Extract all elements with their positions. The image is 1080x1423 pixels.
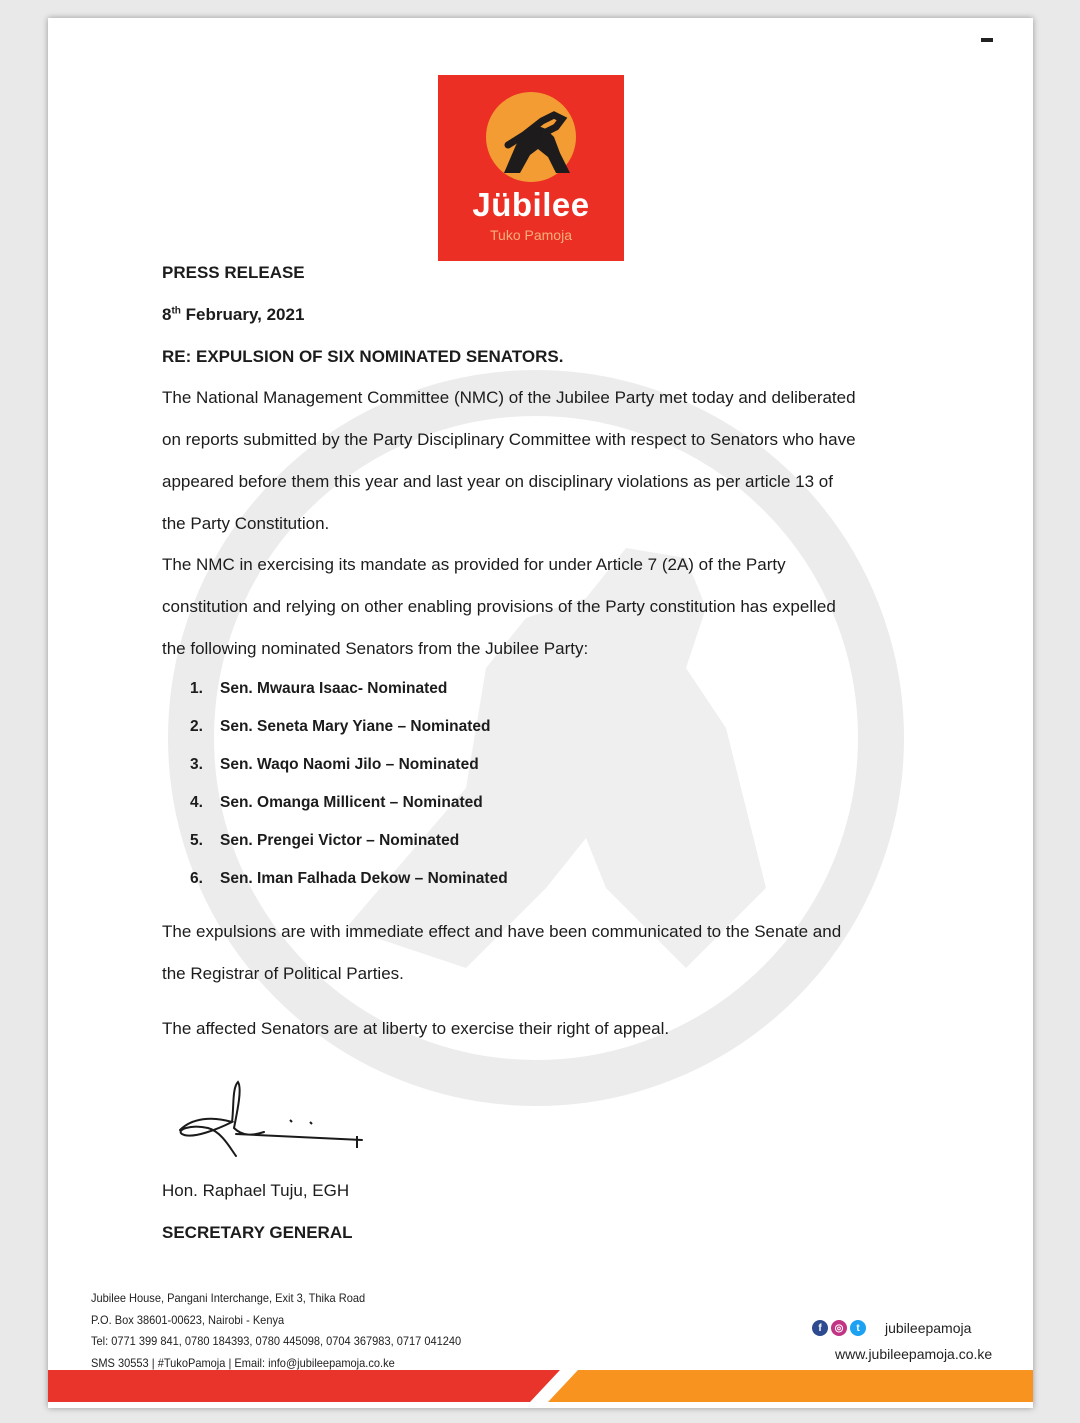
- senator-entry: Sen. Waqo Naomi Jilo – Nominated: [220, 756, 479, 773]
- footer-color-bar: [48, 1370, 1033, 1402]
- paragraph-line: appeared before them this year and last year on disciplinary violations as per article 13 of: [162, 472, 833, 491]
- date-rest: February, 2021: [180, 305, 305, 324]
- address-line: SMS 30553 | #TukoPamoja | Email: info@jubileepamoja.co.ke: [91, 1355, 395, 1370]
- handwritten-signature-icon: [172, 1078, 372, 1168]
- scan-mark: [981, 38, 993, 42]
- social-icons: [812, 1320, 866, 1336]
- senator-entry: Sen. Mwaura Isaac- Nominated: [220, 680, 448, 697]
- senator-entry: Sen. Omanga Millicent – Nominated: [220, 794, 483, 811]
- document-title: PRESS RELEASE: [162, 263, 305, 282]
- jubilee-logo: [438, 75, 624, 261]
- logo-tagline: Tuko Pamoja: [490, 227, 572, 243]
- document-page: [48, 18, 1033, 1408]
- paragraph-line: the following nominated Senators from the Jubilee Party:: [162, 639, 589, 658]
- paragraph-line: constitution and relying on other enabling provisions of the Party constitution has expelled: [162, 597, 836, 616]
- subject-line: RE: EXPULSION OF SIX NOMINATED SENATORS.: [162, 347, 564, 366]
- list-item: [190, 790, 750, 828]
- paragraph-3: [162, 911, 922, 995]
- paragraph-line: the Party Constitution.: [162, 514, 330, 533]
- address-line: P.O. Box 38601-00623, Nairobi - Kenya: [91, 1312, 285, 1327]
- list-number: 2.: [190, 718, 203, 735]
- list-number: 3.: [190, 756, 203, 773]
- list-item: [190, 676, 750, 714]
- document-date: [162, 305, 304, 325]
- senator-list: [190, 676, 750, 904]
- signatory-name: Hon. Raphael Tuju, EGH: [162, 1181, 350, 1200]
- paragraph-4: The affected Senators are at liberty to exercise their right of appeal.: [162, 1019, 670, 1038]
- facebook-icon: f: [812, 1320, 828, 1336]
- paragraph-line: on reports submitted by the Party Disciplinary Committee with respect to Senators who have: [162, 430, 856, 449]
- senator-entry: Sen. Seneta Mary Yiane – Nominated: [220, 718, 491, 735]
- list-number: 6.: [190, 870, 203, 887]
- paragraph-line: the Registrar of Political Parties.: [162, 964, 404, 983]
- list-item: [190, 714, 750, 752]
- address-line: Jubilee House, Pangani Interchange, Exit 3, Thika Road: [91, 1291, 366, 1305]
- twitter-icon: t: [850, 1320, 866, 1336]
- date-day: 8: [162, 305, 172, 324]
- senator-entry: Sen. Prengei Victor – Nominated: [220, 832, 460, 849]
- list-number: 5.: [190, 832, 203, 849]
- date-suffix: th: [171, 305, 181, 317]
- paragraph-1: [162, 377, 922, 545]
- logo-wordmark: Jübilee: [472, 186, 590, 223]
- paragraph-2: [162, 544, 922, 670]
- website-link: www.jubileepamoja.co.ke: [835, 1346, 993, 1362]
- footer-address: [91, 1288, 461, 1374]
- list-item: [190, 752, 750, 790]
- paragraph-line: The NMC in exercising its mandate as provided for under Article 7 (2A) of the Party: [162, 555, 786, 574]
- address-line: Tel: 0771 399 841, 0780 184393, 0780 445098, 0704 367983, 0717 041240: [91, 1334, 462, 1348]
- paragraph-line: The expulsions are with immediate effect and have been communicated to the Senate and: [162, 922, 842, 941]
- list-item: [190, 866, 750, 904]
- list-number: 1.: [190, 680, 203, 697]
- paragraph-line: The National Management Committee (NMC) of the Jubilee Party met today and deliberated: [162, 388, 856, 407]
- social-handle: jubileepamoja: [885, 1320, 972, 1336]
- senator-entry: Sen. Iman Falhada Dekow – Nominated: [220, 870, 508, 887]
- list-number: 4.: [190, 794, 203, 811]
- signatory-title: SECRETARY GENERAL: [162, 1223, 353, 1242]
- instagram-icon: ◎: [831, 1320, 847, 1336]
- list-item: [190, 828, 750, 866]
